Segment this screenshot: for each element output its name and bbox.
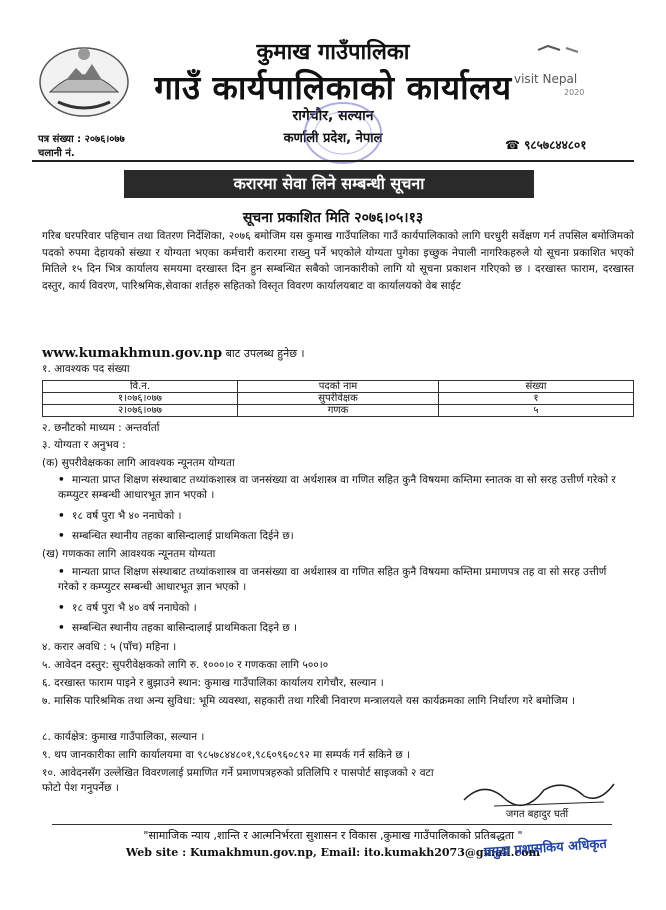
- bullet-icon: •: [58, 510, 65, 522]
- table-header-cell: संख्या: [438, 381, 633, 393]
- official-title-stamp: प्रमुख प्रशासकिय अधिकृत: [483, 836, 608, 861]
- section-8: ८. कार्यक्षेत्र: कुमाख गाउँपालिका, सल्यान ।: [42, 731, 205, 743]
- bullet-icon: •: [58, 602, 65, 614]
- reference-number: पत्र संख्या : २०७६।०७७: [38, 134, 125, 145]
- table-header-cell: पदको नाम: [238, 381, 439, 393]
- bullet-icon: •: [58, 622, 65, 634]
- table-cell: २।०७६।०७७: [43, 405, 238, 417]
- positions-table: [42, 380, 634, 417]
- bullet-icon: •: [58, 474, 65, 486]
- signatory-name: जगत बहादुर घर्ती: [505, 809, 569, 820]
- footer-contact: Web site : Kumakhmun.gov.np, Email: ito.kumakh2073@gmail.com: [125, 846, 541, 859]
- notice-banner: करारमा सेवा लिने सम्बन्धी सूचना: [124, 170, 534, 198]
- table-row: [43, 393, 634, 405]
- website-suffix: बाट उपलब्ध हुनेछ ।: [222, 347, 305, 360]
- section-10: १०. आवेदनसँग उल्लेखित विवरणलाई प्रमाणित गर्ने प्रमाणपत्रहरुको प्रतिलिपि र पासपोर्ट साइजको २ वटा फोटो पेश गनुपर्नेछ ।: [42, 767, 434, 794]
- subsection-kha: (ख) गणकका लागि आवश्यक न्यूनतम योग्यता: [42, 548, 216, 560]
- list-item-text: सम्बन्धित स्थानीय तहका बासिन्दालाई प्राथमिकता दिइने छ ।: [72, 622, 298, 634]
- office-stamp: [300, 98, 386, 168]
- address-line-2: कर्णाली प्रदेश, नेपाल: [283, 131, 383, 146]
- section-6: ६. दरखास्त फाराम पाइने र बुझाउने स्थान: कुमाख गाउँपालिका कार्यालय रागेचौर, सल्यान ।: [42, 677, 384, 689]
- list-item: [58, 601, 624, 616]
- publication-date: सूचना प्रकाशित मिति २०७६।०५।१३: [242, 210, 424, 226]
- table-cell: १।०७६।०७७: [43, 393, 238, 405]
- table-cell: १: [438, 393, 633, 405]
- list-item: [58, 509, 624, 524]
- table-cell: गणक: [238, 405, 439, 417]
- list-item-text: १८ वर्ष पुरा भै ४० ननाघेको ।: [72, 510, 182, 522]
- subsection-ka: (क) सुपरीवेक्षकका लागि आवश्यक न्यूनतम योग्यता: [42, 457, 235, 469]
- list-item: [58, 621, 624, 636]
- list-item-text: मान्यता प्राप्त शिक्षण संस्थाबाट तथ्यांकशास्त्र वा जनसंख्या वा अर्थशास्त्र वा गणित सहित कुनै विषयमा कम्तिमा स्नातक वा सो सरह उत्तीर्ण गरेको र कम्प्युटर सम्बन्धी आधारभूत ज्ञान भएको ।: [58, 474, 616, 501]
- table-cell: सुपरीवेक्षक: [238, 393, 439, 405]
- table-header-row: [43, 381, 634, 393]
- table-header-cell: वि.न.: [43, 381, 238, 393]
- list-item: [58, 565, 624, 595]
- bullet-icon: •: [58, 566, 65, 578]
- visit-nepal-year: 2020: [564, 88, 585, 97]
- website-line: [42, 346, 305, 361]
- section-9: ९. थप जानकारीका लागि कार्यालयमा वा ९८५७८४४८०१,९८६०९६०८९२ मा सम्पर्क गर्न सकिने छ ।: [42, 749, 411, 761]
- phone-number: ☎ ९८५७८४४८०१: [505, 138, 587, 152]
- section-4: ४. करार अवधि : ५ (पाँच) महिना ।: [42, 641, 177, 653]
- table-cell: ५: [438, 405, 633, 417]
- list-item-text: मान्यता प्राप्त शिक्षण संस्थाबाट तथ्यांकशास्त्र वा जनसंख्या वा अर्थशास्त्र वा गणित सहित कुनै विषयमा कम्तिमा प्रमाणपत्र तह वा सो सरह उत्तीर्ण गरेको र कम्प्युटर सम्बन्धी आधारभूत ज्ञान भएको ।: [58, 566, 607, 593]
- footer-divider: [52, 824, 612, 825]
- table-row: [43, 405, 634, 417]
- section-7: ७. मासिक पारिश्रमिक तथा अन्य सुविधा: भूमि व्यवस्था, सहकारी तथा गरिबी निवारण मन्त्रालयले यस कार्यक्रमका लागि निर्धारण गरे बमोजिम ।: [42, 695, 576, 707]
- visit-nepal-text: visit Nepal: [514, 72, 578, 86]
- bullet-icon: •: [58, 530, 65, 542]
- section-2: २. छनौटको माध्यम : अन्तर्वार्ता: [42, 422, 160, 434]
- list-item-text: १८ वर्ष पुरा भै ४० वर्ष ननाघेको ।: [72, 602, 197, 614]
- website-url[interactable]: www.kumakhmun.gov.np: [42, 346, 223, 361]
- list-item: [58, 529, 624, 544]
- address-line-1: रागेचौर, सल्यान: [292, 108, 374, 124]
- section-3: ३. योग्यता र अनुभव :: [42, 439, 126, 451]
- header-divider: [32, 160, 634, 162]
- dispatch-number: चलानी नं.: [38, 148, 75, 159]
- list-item-text: सम्बन्धित स्थानीय तहका बासिन्दालाई प्राथमिकता दिईने छ।: [72, 530, 294, 542]
- list-item: [58, 473, 624, 503]
- reference-block: [38, 133, 125, 161]
- municipality-name: कुमाख गाउँपालिका: [256, 39, 410, 65]
- footer-slogan: "सामाजिक न्याय ,शान्ति र आत्मनिर्भरता सुशासन र विकास ,कुमाख गाउँपालिकाको प्रतिबद्धता ": [143, 829, 523, 842]
- section-5: ५. आवेदन दस्तुर: सुपरीवेक्षकको लागि रु. १०००।० र गणकका लागि ५००।०: [42, 659, 329, 671]
- section-1-heading: १. आवश्यक पद संख्या: [42, 363, 130, 375]
- signature: [454, 770, 624, 810]
- office-title: गाउँ कार्यपालिकाको कार्यालय: [154, 68, 512, 107]
- intro-paragraph: गरिब घरपरिवार पहिचान तथा वितरण निर्देशिका, २०७६ बमोजिम यस कुमाख गाउँपालिका गाउँ कार्यपालिकाको लागि घरधुरी सर्वेक्षण गर्न तपसिल बमोजिमको पदको रुपमा देहायको संख्या र योग्यता भएका कर्मचारी करारमा राख्नु पर्ने भएकोले योग्यता पुगेका इच्छुक नेपाली नागरिकहरुले यो सूचना प्रकाशित भएको मितिले १५ दिन भित्र कार्यालय समयमा दरखास्त दिन हुन सम्बन्धित सबैको जानकारीको लागि यो सूचना प्रकाशन गरिएको छ । दरखास्त फाराम, दरखास्त दस्तुर, कार्य विवरण, पारिश्रमिक,सेवाका शर्तहरु सहितको विस्तृत विवरण कार्यालयबाट वा कार्यालयको वेब साईट: [42, 230, 634, 292]
